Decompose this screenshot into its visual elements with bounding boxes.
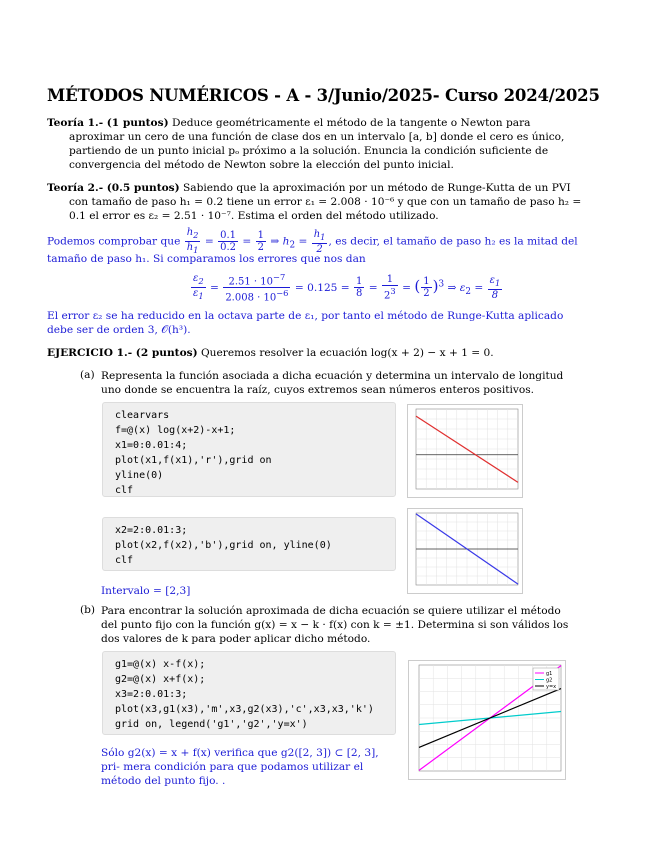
teoria1-line1: Deduce geométricamente el método de la tangente o Newton para aproximar un <box>69 117 531 143</box>
answer-line2: mera condición para que podamos utilizar el método del <box>101 761 364 787</box>
part-b-tag: (b) <box>80 604 96 616</box>
teoria2-answer-line1: Podemos comprobar que $\frac{h_2}{h_1}$ = $\frac{0.1}{0.2}$ = $\frac{1}{2}$ ⇒ $h_2$ = $\frac{h_1}{2}$ , es decir, el tamaño de paso h₂ es la mitad del <box>47 227 578 255</box>
part-b-line3: para poder aplicar dicho método. <box>191 633 371 645</box>
teoria2-label: Teoría 2.- (0.5 puntos) <box>47 182 180 194</box>
part-a-statement <box>101 369 569 397</box>
code-block-3: g1=@(x) x-f(x); g2=@(x) x+f(x); x3=2:0.01:3; plot(x3,g1(x3),'m',x3,g2(x3),'c',x3,x3,'k') grid on, legend('g1','g2','y=x') <box>102 651 396 735</box>
teoria2-line2: tamaño de paso h₁ = 0.2 tiene un error ε₁ = 2.008 · 10⁻⁶ y que con un tamaño de paso h₂ = 0.1 el <box>69 196 582 222</box>
part-b-statement <box>101 604 569 646</box>
fraction-1-2: $\frac{1}{2}$ <box>257 230 265 253</box>
plot-f-0-4 <box>407 404 523 498</box>
teoria1-line4: sobre la elección del punto inicial. <box>269 159 454 171</box>
teoria1-line3: inicial pₒ próximo a la solución. Enuncia la condición suficiente de convergencia del método de Newton <box>69 145 549 171</box>
page-title: MÉTODOS NUMÉRICOS - A - 3/Junio/2025- Curso 2024/2025 <box>47 86 600 105</box>
intervalo-answer: Intervalo = [2,3] <box>101 585 191 597</box>
fraction-h1-2: $\frac{h_1}{2}$ <box>313 228 326 255</box>
answer-line3: punto fijo. . <box>164 775 226 787</box>
legend-label: g2 <box>546 677 553 684</box>
fraction-h2-h1: $\frac{h_2}{h_1}$ <box>186 227 199 255</box>
code-block-2: x2=2:0.01:3; plot(x2,f(x2),'b'),grid on, yline(0) clf <box>102 517 396 571</box>
teoria2-answer-conclusion <box>47 309 567 337</box>
teoria2-line1: Sabiendo que la aproximación por un método de Runge-Kutta de un PVI con <box>69 182 571 208</box>
fraction-01-02: $\frac{0.1}{0.2}$ <box>220 230 237 253</box>
part-b-answer <box>101 746 396 788</box>
ejercicio1-label: EJERCICIO 1.- (2 puntos) <box>47 347 198 359</box>
part-a-tag: (a) <box>80 369 95 381</box>
teoria2-error-equation: $\frac{\varepsilon_2}{\varepsilon_1}$ = $\frac{2.51 \cdot 10^{-7}}{2.008 \cdot 10^{-6}}$ = 0.125 = $\frac{1}{8}$ = $\frac{1}{2^3}$ = ( $\frac{1}{2}$ )$^3$ ⇒ $\varepsilon_2$ = $\frac{\varepsilon_1}{8}$ <box>193 272 501 304</box>
conclusion-line1: El error ε₂ se ha reducido en la octava parte de ε₁, por tanto el método de Runge-Kutta aplicado debe <box>47 310 564 336</box>
part-b-line1: Para encontrar la solución aproximada de dicha ecuación se quiere utilizar el método del punto <box>101 605 561 631</box>
answer-text-b: , es decir, el tamaño de paso h₂ es la mitad del <box>328 235 578 248</box>
teoria1 <box>47 116 589 172</box>
answer-line1: Sólo g2(x) = x + f(x) verifica que g2([2, 3]) ⊂ [2, 3], pri- <box>101 747 379 773</box>
plot-g1-g2 <box>408 660 566 780</box>
conclusion-line2: ser de orden 3, 𝒪(h³). <box>76 324 191 336</box>
teoria1-label: Teoría 1.- (1 puntos) <box>47 117 169 129</box>
part-b-line2: fijo con la función g(x) = x − k · f(x) con k = ±1. Determina si son válidos los dos valores de k <box>101 619 569 645</box>
teoria2 <box>47 181 589 223</box>
teoria2-line3: error es ε₂ = 2.51 · 10⁻⁷. Estima el orden del método utilizado. <box>102 210 439 222</box>
part-a-line1: Representa la función asociada a dicha ecuación y determina un intervalo de longitud uno donde <box>101 370 564 396</box>
teoria2-answer-line2: tamaño de paso h₁. Si comparamos los errores que nos dan <box>47 253 366 265</box>
answer-text-a: Podemos comprobar que <box>47 235 181 248</box>
code-block-1: clearvars f=@(x) log(x+2)-x+1; x1=0:0.01:4; plot(x1,f(x1),'r'),grid on yline(0) clf <box>102 402 396 497</box>
part-a-line2: se encuentra la raíz, cuyos extremos sean números enteros positivos. <box>160 384 535 396</box>
teoria1-line2: cero de una función de clase dos en un intervalo [a, b] donde el cero es único, partiendo de un punto <box>69 131 565 157</box>
legend-label: y=x <box>546 684 557 690</box>
legend-label: g1 <box>546 671 553 677</box>
ejercicio1-header <box>47 347 494 359</box>
plot-legend <box>533 668 559 690</box>
ejercicio1-text: Queremos resolver la ecuación log(x + 2) − x + 1 = 0. <box>201 347 494 359</box>
plot-f-2-3 <box>407 508 523 594</box>
